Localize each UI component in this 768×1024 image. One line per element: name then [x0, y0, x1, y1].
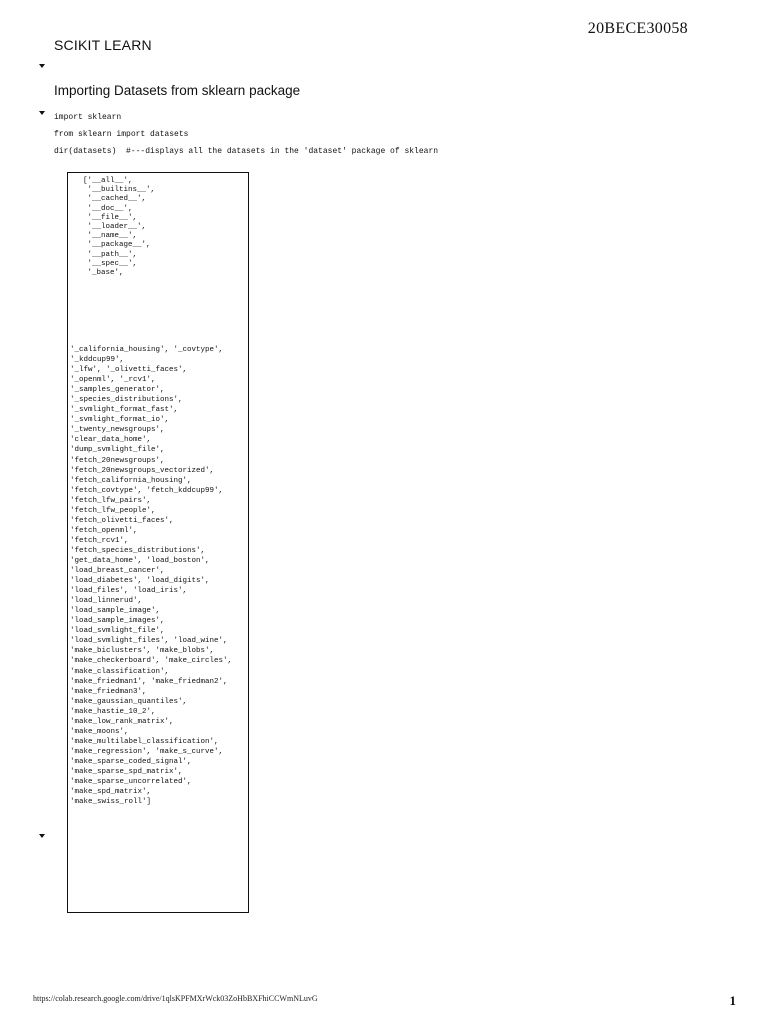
output-line: '_kddcup99', — [70, 356, 125, 365]
output-line: 'fetch_lfw_people', — [70, 506, 156, 515]
output-line: '_svmlight_format_fast', — [70, 406, 179, 415]
output-line: 'make_hastie_10_2', — [70, 707, 156, 716]
output-line: 'load_breast_cancer', — [70, 567, 165, 576]
code-line-dir[interactable]: dir(datasets) #---displays all the datasets in the 'dataset' package of sklearn — [54, 147, 439, 156]
output-line: 'make_sparse_coded_signal', — [70, 757, 192, 766]
output-line: 'load_svmlight_file', — [70, 627, 165, 636]
output-line: '_lfw', '_olivetti_faces', — [70, 366, 188, 375]
output-line: 'load_diabetes', 'load_digits', — [70, 577, 210, 586]
footer-url: https://colab.research.google.com/drive/1qlsKPFMXrWck03ZoHbBXFhiCCWmNLuvG — [33, 994, 318, 1003]
output-line: '__package__', — [83, 241, 151, 250]
output-line: 'make_moons', — [70, 727, 129, 736]
output-line: '__loader__', — [83, 223, 147, 232]
output-line: '__file__', — [83, 213, 138, 222]
next-cell-caret-icon[interactable] — [39, 834, 45, 838]
section-heading: Importing Datasets from sklearn package — [54, 83, 301, 98]
output-line: 'fetch_covtype', 'fetch_kddcup99', — [70, 486, 224, 495]
output-line: '_twenty_newsgroups', — [70, 426, 165, 435]
output-line: '_species_distributions', — [70, 396, 183, 405]
output-line: 'make_checkerboard', 'make_circles', — [70, 657, 233, 666]
output-line: 'fetch_20newsgroups_vectorized', — [70, 466, 215, 475]
output-line: 'get_data_home', 'load_boston', — [70, 556, 210, 565]
output-line: 'make_sparse_spd_matrix', — [70, 767, 183, 776]
output-line: '__doc__', — [83, 204, 133, 213]
code-line-import[interactable]: import sklearn — [54, 113, 122, 122]
page-title: SCIKIT LEARN — [54, 37, 152, 53]
code-line-from-import[interactable]: from sklearn import datasets — [54, 130, 189, 139]
output-line: 'make_gaussian_quantiles', — [70, 697, 188, 706]
output-line: 'fetch_lfw_pairs', — [70, 496, 152, 505]
output-line: 'make_low_rank_matrix', — [70, 717, 174, 726]
output-line: 'dump_svmlight_file', — [70, 446, 165, 455]
output-line: 'make_friedman1', 'make_friedman2', — [70, 677, 228, 686]
roll-number: 20BECE30058 — [587, 20, 688, 37]
output-line: '_samples_generator', — [70, 386, 165, 395]
output-line: '_svmlight_format_io', — [70, 416, 170, 425]
output-line: 'clear_data_home', — [70, 436, 152, 445]
output-line: 'make_spd_matrix', — [70, 788, 152, 797]
output-line: 'fetch_california_housing', — [70, 476, 192, 485]
output-line: 'load_sample_image', — [70, 607, 161, 616]
output-line: '_base', — [83, 269, 124, 278]
output-line: 'make_multilabel_classification', — [70, 737, 219, 746]
output-line: 'fetch_rcv1', — [70, 536, 129, 545]
output-line: 'make_friedman3', — [70, 687, 147, 696]
output-list-top — [83, 177, 155, 278]
output-line: '__builtins__', — [83, 186, 156, 195]
output-line: ['__all__', — [83, 177, 133, 185]
output-line: 'load_sample_images', — [70, 617, 165, 626]
output-line: '__cached__', — [83, 195, 147, 204]
output-line: 'fetch_olivetti_faces', — [70, 516, 174, 525]
output-line: 'load_linnerud', — [70, 597, 143, 606]
output-line: 'make_swiss_roll'] — [70, 798, 152, 807]
output-line: 'make_biclusters', 'make_blobs', — [70, 647, 215, 656]
output-line: 'make_classification', — [70, 667, 170, 676]
output-line: 'fetch_openml', — [70, 526, 138, 535]
output-line: '__name__', — [83, 232, 138, 241]
output-line: 'load_files', 'load_iris', — [70, 587, 188, 596]
output-line: '__spec__', — [83, 259, 138, 268]
output-list-bottom — [70, 345, 232, 807]
cell-caret-icon[interactable] — [39, 111, 45, 115]
output-line: 'fetch_20newsgroups', — [70, 456, 165, 465]
output-line: 'load_svmlight_files', 'load_wine', — [70, 637, 228, 646]
page-number: 1 — [729, 993, 736, 1008]
collapse-caret-icon[interactable] — [39, 64, 45, 68]
output-line: 'make_sparse_uncorrelated', — [70, 778, 192, 787]
output-line: 'fetch_species_distributions', — [70, 546, 206, 555]
output-line: 'make_regression', 'make_s_curve', — [70, 747, 224, 756]
output-line: '_openml', '_rcv1', — [70, 376, 156, 385]
output-line: '_california_housing', '_covtype', — [70, 346, 224, 354]
output-line: '__path__', — [83, 250, 138, 259]
cell-output — [67, 172, 249, 913]
